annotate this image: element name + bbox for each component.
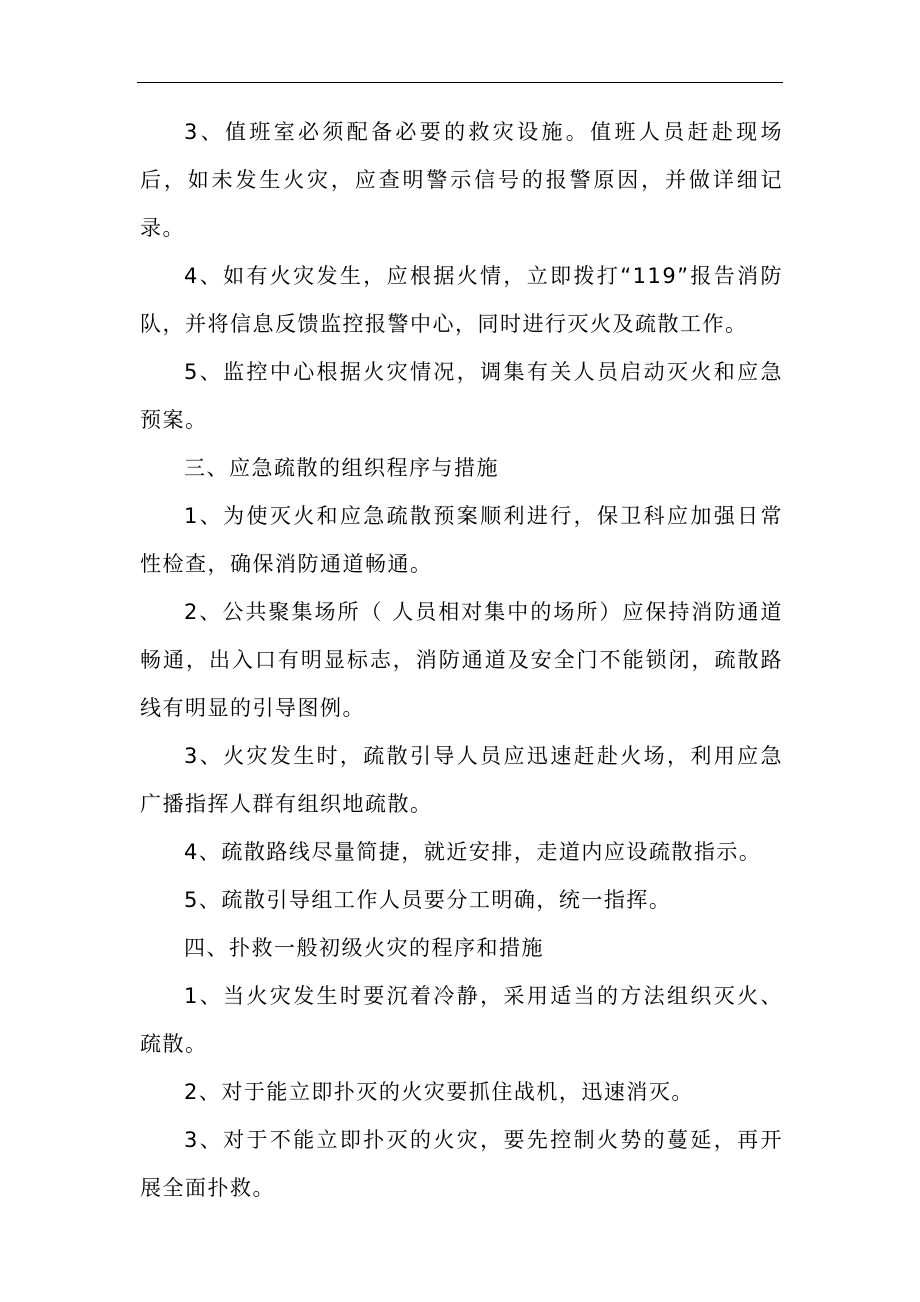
- paragraph-evac-4: 4、疏散路线尽量简捷，就近安排，走道内应设疏散指示。: [184, 840, 762, 864]
- section-heading-firefighting: 四、扑救一般初级火灾的程序和措施: [184, 936, 544, 960]
- paragraph-item-3-duty-room: 3、值班室必须配备必要的救灾设施。值班人员赶赴现场后，如未发生火灾，应查明警示信号的报警原因，并做详细记录。: [140, 120, 783, 240]
- paragraph-fire-2: 2、对于能立即扑灭的火灾要抓住战机，迅速消灭。: [184, 1080, 694, 1104]
- paragraph-item-4-report-fire: 4、如有火灾发生，应根据火情，立即拨打“119”报告消防队，并将信息反馈监控报警中心，同时进行灭火及疏散工作。: [140, 264, 783, 336]
- paragraph-evac-1: 1、为使灭火和应急疏散预案顺利进行，保卫科应加强日常性检查，确保消防通道畅通。: [140, 504, 783, 576]
- paragraph-fire-3: 3、对于不能立即扑灭的火灾，要先控制火势的蔓延，再开展全面扑救。: [140, 1128, 783, 1200]
- paragraph-evac-5: 5、疏散引导组工作人员要分工明确，统一指挥。: [184, 888, 672, 912]
- header-rule: [137, 82, 783, 83]
- paragraph-evac-3: 3、火灾发生时，疏散引导人员应迅速赶赴火场，利用应急广播指挥人群有组织地疏散。: [140, 744, 783, 816]
- document-body: [140, 108, 783, 1212]
- paragraph-evac-2: 2、公共聚集场所（ 人员相对集中的场所）应保持消防通道畅通，出入口有明显标志，消防通道及安全门不能锁闭，疏散路线有明显的引导图例。: [140, 600, 783, 720]
- section-heading-evacuation: 三、应急疏散的组织程序与措施: [184, 456, 499, 480]
- paragraph-fire-1: 1、当火灾发生时要沉着冷静，采用适当的方法组织灭火、疏散。: [140, 984, 783, 1056]
- paragraph-item-5-monitoring-center: 5、监控中心根据火灾情况，调集有关人员启动灭火和应急预案。: [140, 360, 783, 432]
